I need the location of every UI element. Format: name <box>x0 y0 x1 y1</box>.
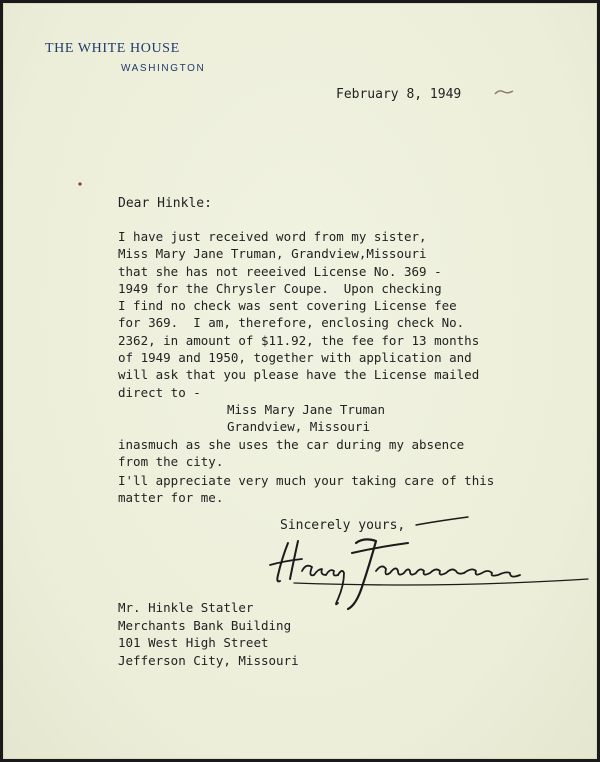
letterhead-location: WASHINGTON <box>121 63 206 74</box>
body-line: inasmuch as she uses the car during my absence <box>118 436 465 452</box>
body-line: I have just received word from my sister, <box>118 229 427 244</box>
body-line: I'll appreciate very much your taking care of this <box>118 473 495 488</box>
address-line: Jefferson City, Missouri <box>118 652 299 668</box>
body-line: will ask that you please have the License mailed <box>118 367 480 383</box>
body-line: direct to - <box>118 384 201 400</box>
body-line: 2362, in amount of $11.92, the fee for 13 months <box>118 332 480 348</box>
paper-mark-left <box>77 181 83 187</box>
body-line: I find no check was sent covering License fee <box>118 298 457 314</box>
letterhead-title: THE WHITE HOUSE <box>45 41 180 56</box>
handwritten-signature <box>258 513 593 623</box>
letter-greeting: Dear Hinkle: <box>118 196 212 211</box>
letter-paragraph-2 <box>118 472 494 507</box>
body-line: that she has not reeeived License No. 369 - <box>118 263 442 279</box>
body-line: 1949 for the Chrysler Coupe. Upon checking <box>118 280 442 296</box>
body-line: from the city. <box>118 453 224 469</box>
letter-closing: Sincerely yours, <box>280 518 406 533</box>
body-line: Miss Mary Jane Truman, Grandview,Missouri <box>118 246 427 262</box>
body-line: matter for me. <box>118 490 224 506</box>
letter-date: February 8, 1949 <box>336 87 462 102</box>
address-line: Merchants Bank Building <box>118 617 292 633</box>
paper-mark-top-right <box>493 87 515 97</box>
address-line: 101 West High Street <box>118 635 269 650</box>
inside-address <box>118 599 299 669</box>
body-line: for 369. I am, therefore, enclosing check No. <box>118 315 465 331</box>
letter-page <box>3 3 597 759</box>
recipient-address-line: Miss Mary Jane Truman <box>227 401 386 417</box>
letter-body <box>118 228 479 470</box>
address-line: Mr. Hinkle Statler <box>118 600 254 615</box>
recipient-address-line: Grandview, Missouri <box>227 419 370 435</box>
body-line: of 1949 and 1950, together with application and <box>118 350 472 366</box>
